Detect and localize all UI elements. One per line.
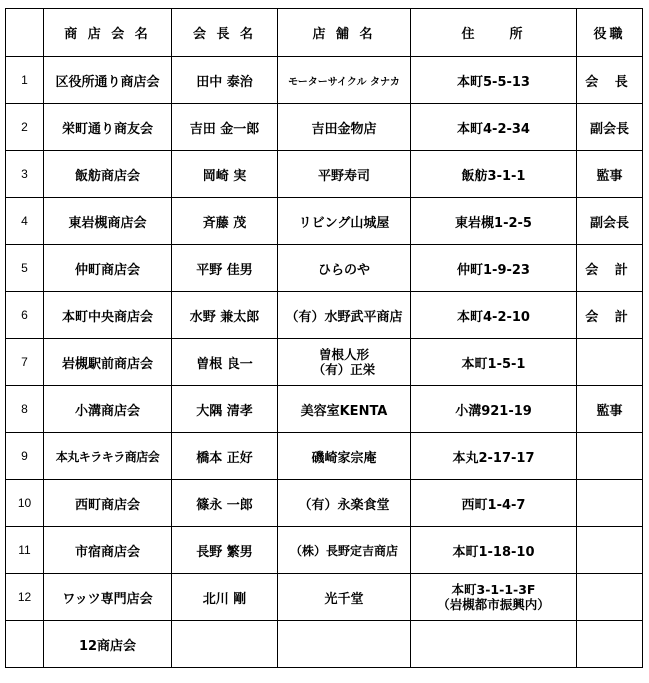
table-row	[6, 480, 643, 527]
role	[577, 339, 643, 386]
chair-name: 北川 剛	[172, 574, 278, 621]
shop-name: 磯崎家宗庵	[278, 433, 411, 480]
shop-name: （有）水野武平商店	[278, 292, 411, 339]
header-chair-name: 会 長 名	[172, 9, 278, 57]
address: 飯舫3-1-1	[411, 151, 577, 198]
row-number: 6	[6, 292, 44, 339]
association-name: 区役所通り商店会	[44, 57, 172, 104]
shop-name: リビング山城屋	[278, 198, 411, 245]
address: 仲町1-9-23	[411, 245, 577, 292]
address: 東岩槻1-2-5	[411, 198, 577, 245]
address: 本町4-2-34	[411, 104, 577, 151]
table-row	[6, 151, 643, 198]
table-row	[6, 292, 643, 339]
role	[577, 480, 643, 527]
total-number-cell	[6, 621, 44, 668]
header-number	[6, 9, 44, 57]
association-name: 本町中央商店会	[44, 292, 172, 339]
address: 西町1-4-7	[411, 480, 577, 527]
table-row	[6, 433, 643, 480]
chair-name: 吉田 金一郎	[172, 104, 278, 151]
row-number: 5	[6, 245, 44, 292]
shop-name	[278, 339, 411, 386]
total-association-count: 12商店会	[44, 621, 172, 668]
shop-name: 美容室KENTA	[278, 386, 411, 433]
role	[577, 574, 643, 621]
shop-name: 吉田金物店	[278, 104, 411, 151]
total-address-cell	[411, 621, 577, 668]
role: 副会長	[577, 198, 643, 245]
row-number: 8	[6, 386, 44, 433]
address-line-2: （岩槻都市振興内）	[437, 597, 550, 612]
association-name: 市宿商店会	[44, 527, 172, 574]
chair-name: 大隅 清孝	[172, 386, 278, 433]
role: 監事	[577, 386, 643, 433]
header-address: 住 所	[411, 9, 577, 57]
chair-name: 岡崎 実	[172, 151, 278, 198]
row-number: 10	[6, 480, 44, 527]
row-number: 1	[6, 57, 44, 104]
header-shop-name: 店 舗 名	[278, 9, 411, 57]
address: 本町5-5-13	[411, 57, 577, 104]
row-number: 2	[6, 104, 44, 151]
association-name: 小溝商店会	[44, 386, 172, 433]
association-name: 東岩槻商店会	[44, 198, 172, 245]
total-role-cell	[577, 621, 643, 668]
chair-name: 篠永 一郎	[172, 480, 278, 527]
association-name: 本丸キラキラ商店会	[44, 433, 172, 480]
total-row	[6, 621, 643, 668]
chair-name: 平野 佳男	[172, 245, 278, 292]
shop-name-line-1: 曽根人形	[318, 347, 369, 362]
role: 副会長	[577, 104, 643, 151]
address	[411, 574, 577, 621]
association-name: 西町商店会	[44, 480, 172, 527]
shop-name: ひらのや	[278, 245, 411, 292]
association-name: 栄町通り商友会	[44, 104, 172, 151]
row-number: 4	[6, 198, 44, 245]
row-number: 12	[6, 574, 44, 621]
chair-name: 水野 兼太郎	[172, 292, 278, 339]
chair-name: 曽根 良一	[172, 339, 278, 386]
chair-name: 斉藤 茂	[172, 198, 278, 245]
role: 監事	[577, 151, 643, 198]
association-name: ワッツ専門店会	[44, 574, 172, 621]
row-number: 11	[6, 527, 44, 574]
association-name: 仲町商店会	[44, 245, 172, 292]
role: 会 計	[577, 245, 643, 292]
table-row	[6, 198, 643, 245]
shop-name: （株）長野定吉商店	[278, 527, 411, 574]
shop-name-line-2: （有）正栄	[312, 362, 376, 377]
address: 本町1-5-1	[411, 339, 577, 386]
table-row	[6, 57, 643, 104]
shop-name: モーターサイクル タナカ	[278, 57, 411, 104]
association-name: 飯舫商店会	[44, 151, 172, 198]
shop-name: 平野寿司	[278, 151, 411, 198]
header-association-name: 商 店 会 名	[44, 9, 172, 57]
role: 会 計	[577, 292, 643, 339]
chair-name: 田中 泰治	[172, 57, 278, 104]
table-row	[6, 245, 643, 292]
address: 本町1-18-10	[411, 527, 577, 574]
role	[577, 527, 643, 574]
table-row	[6, 339, 643, 386]
row-number: 3	[6, 151, 44, 198]
association-name: 岩槻駅前商店会	[44, 339, 172, 386]
shop-name: （有）永楽食堂	[278, 480, 411, 527]
table-row	[6, 527, 643, 574]
role	[577, 433, 643, 480]
total-chair-cell	[172, 621, 278, 668]
row-number: 9	[6, 433, 44, 480]
chair-name: 橋本 正好	[172, 433, 278, 480]
address: 本町4-2-10	[411, 292, 577, 339]
chair-name: 長野 繁男	[172, 527, 278, 574]
header-role: 役職	[577, 9, 643, 57]
address: 本丸2-17-17	[411, 433, 577, 480]
table-header-row	[6, 9, 643, 57]
table-row	[6, 386, 643, 433]
address-line-1: 本町3-1-1-3F	[451, 582, 536, 597]
address: 小溝921-19	[411, 386, 577, 433]
table-row	[6, 104, 643, 151]
row-number: 7	[6, 339, 44, 386]
association-roster-table	[5, 8, 643, 668]
table-row	[6, 574, 643, 621]
role: 会 長	[577, 57, 643, 104]
total-shop-cell	[278, 621, 411, 668]
shop-name: 光千堂	[278, 574, 411, 621]
